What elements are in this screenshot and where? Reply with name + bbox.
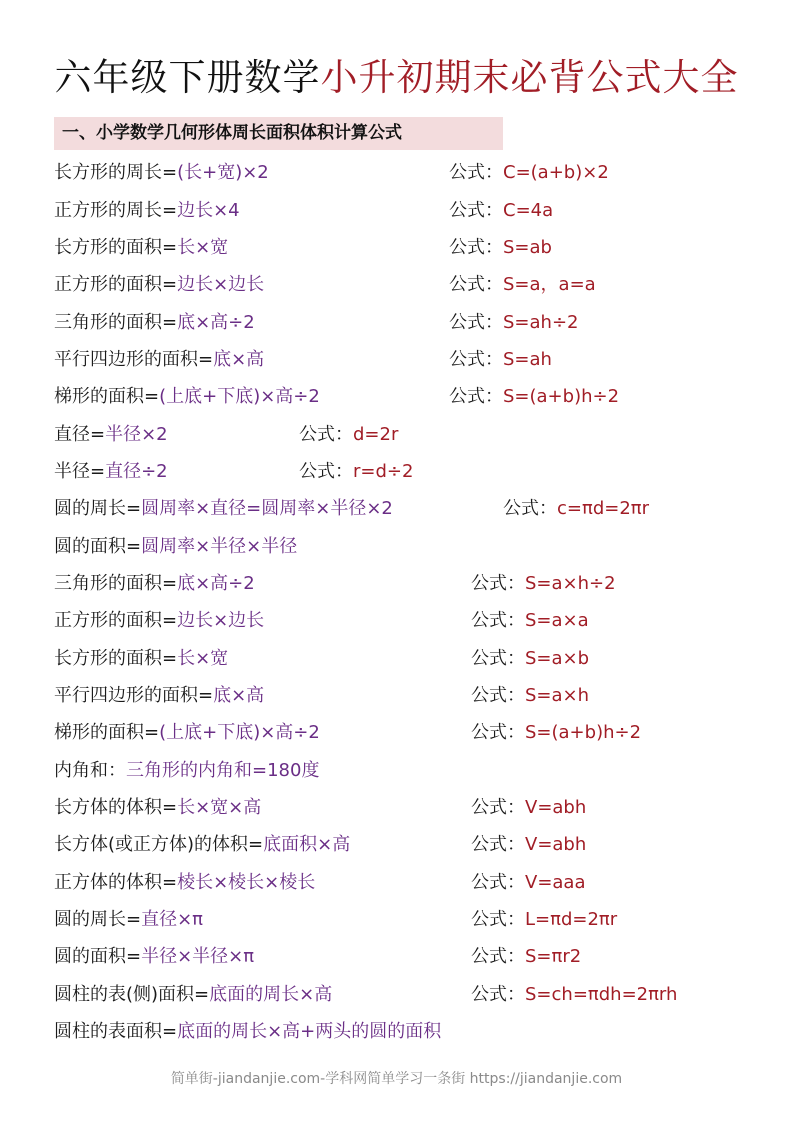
formula-value: S=ah (503, 349, 552, 370)
row-value: 半径×半径×π (141, 946, 255, 967)
formula-expression (471, 905, 617, 935)
row-value: 底面的周长×高 (209, 984, 333, 1005)
row-label: 圆的面积= (54, 946, 142, 967)
row-label: 三角形的面积= (54, 312, 178, 333)
formula-row (54, 494, 393, 524)
row-value: 长×宽 (177, 648, 229, 669)
formula-expression (299, 420, 398, 450)
row-label: 正方形的周长= (54, 200, 178, 221)
formula-prefix: 公式： (471, 872, 525, 893)
formula-value: S=a×h (525, 685, 590, 706)
row-label: 圆的面积= (54, 536, 142, 557)
formula-row (54, 756, 319, 786)
formula-prefix: 公式： (471, 797, 525, 818)
formula-expression (449, 270, 596, 300)
formula-row (54, 868, 315, 898)
formula-row (54, 905, 203, 935)
formula-value: S=ab (503, 237, 552, 258)
row-label: 长方形的面积= (54, 648, 178, 669)
title-part-red: 小升初期末必背公式大全 (320, 56, 739, 99)
row-label: 平行四边形的面积= (54, 685, 214, 706)
row-label: 三角形的面积= (54, 573, 178, 594)
row-label: 圆的周长= (54, 498, 142, 519)
row-value: 底×高÷2 (177, 312, 255, 333)
formula-value: S=a×b (525, 648, 590, 669)
formula-row (54, 420, 168, 450)
row-value: 直径÷2 (105, 461, 168, 482)
formula-row (54, 980, 332, 1010)
formula-row (54, 569, 255, 599)
row-value: 长×宽 (177, 237, 229, 258)
row-value: 边长×边长 (177, 610, 265, 631)
formula-value: S=ch=πdh=2πrh (525, 984, 678, 1005)
formula-expression (471, 868, 586, 898)
formula-expression (471, 793, 586, 823)
formula-value: S=(a+b)h÷2 (525, 722, 642, 743)
row-value: (长+宽)×2 (177, 162, 269, 183)
formula-expression (471, 980, 677, 1010)
row-value: 底面积×高 (263, 834, 351, 855)
row-label: 半径= (54, 461, 106, 482)
formula-row (54, 158, 269, 188)
formula-prefix: 公式： (299, 461, 353, 482)
formula-value: L=πd=2πr (525, 909, 618, 930)
row-label: 内角和： (54, 760, 126, 781)
formula-expression (449, 233, 552, 263)
formula-row (54, 196, 240, 226)
row-label: 长方体(或正方体)的体积= (54, 834, 264, 855)
formula-prefix: 公式： (471, 909, 525, 930)
row-value: (上底+下底)×高÷2 (159, 386, 320, 407)
footer-text: 简单街-jiandanjie.com-学科网简单学习一条街 https://jiandanjie.com (170, 1071, 623, 1087)
formula-expression (449, 196, 553, 226)
formula-prefix: 公式： (449, 162, 503, 183)
formula-prefix: 公式： (449, 312, 503, 333)
row-label: 梯形的面积= (54, 722, 160, 743)
row-label: 直径= (54, 424, 106, 445)
row-label: 长方形的面积= (54, 237, 178, 258)
section-heading: 一、小学数学几何形体周长面积体积计算公式 (62, 123, 402, 143)
row-label: 正方形的面积= (54, 610, 178, 631)
row-label: 圆柱的表(侧)面积= (54, 984, 210, 1005)
formula-value: C=(a+b)×2 (503, 162, 609, 183)
formula-row (54, 606, 264, 636)
formula-expression (471, 606, 589, 636)
row-value: (上底+下底)×高÷2 (159, 722, 320, 743)
row-value: 边长×4 (177, 200, 240, 221)
formula-prefix: 公式： (471, 722, 525, 743)
row-label: 长方形的周长= (54, 162, 178, 183)
formula-prefix: 公式： (503, 498, 557, 519)
title-part-black: 六年级下册数学 (54, 56, 321, 99)
page-title (0, 52, 793, 104)
row-label: 梯形的面积= (54, 386, 160, 407)
row-value: 底×高÷2 (177, 573, 255, 594)
formula-expression (449, 308, 578, 338)
formula-prefix: 公式： (471, 648, 525, 669)
formula-expression (449, 382, 619, 412)
formula-value: S=ah÷2 (503, 312, 579, 333)
formula-expression (503, 494, 649, 524)
row-label: 平行四边形的面积= (54, 349, 214, 370)
formula-value: C=4a (503, 200, 554, 221)
formula-row (54, 345, 264, 375)
formula-row (54, 644, 228, 674)
formula-prefix: 公式： (449, 237, 503, 258)
formula-expression (471, 569, 616, 599)
formula-row (54, 793, 261, 823)
formula-expression (471, 644, 589, 674)
formula-value: V=abh (525, 834, 587, 855)
formula-row (54, 532, 297, 562)
formula-value: S=πr2 (525, 946, 582, 967)
formula-expression (449, 345, 552, 375)
formula-expression (471, 681, 589, 711)
row-label: 正方形的面积= (54, 274, 178, 295)
row-value: 底×高 (213, 349, 265, 370)
row-value: 半径×2 (105, 424, 168, 445)
row-value: 边长×边长 (177, 274, 265, 295)
formula-value: c=πd=2πr (557, 498, 650, 519)
formula-row (54, 830, 350, 860)
formula-prefix: 公式： (471, 610, 525, 631)
row-label: 正方体的体积= (54, 872, 178, 893)
row-value: 长×宽×高 (177, 797, 262, 818)
formula-row (54, 382, 320, 412)
formula-row (54, 1017, 441, 1047)
row-value: 棱长×棱长×棱长 (177, 872, 316, 893)
formula-row (54, 681, 264, 711)
formula-prefix: 公式： (449, 386, 503, 407)
formula-value: V=abh (525, 797, 587, 818)
formula-row (54, 233, 228, 263)
formula-row (54, 942, 254, 972)
formula-row (54, 308, 255, 338)
formula-row (54, 270, 264, 300)
formula-prefix: 公式： (449, 200, 503, 221)
formula-value: r=d÷2 (353, 461, 414, 482)
formula-value: S=a×h÷2 (525, 573, 616, 594)
row-value: 直径×π (141, 909, 204, 930)
formula-value: S=(a+b)h÷2 (503, 386, 620, 407)
formula-prefix: 公式： (471, 834, 525, 855)
formula-prefix: 公式： (449, 349, 503, 370)
formula-prefix: 公式： (471, 573, 525, 594)
row-value: 圆周率×直径=圆周率×半径×2 (141, 498, 393, 519)
row-value: 三角形的内角和=180度 (126, 760, 320, 781)
formula-row (54, 457, 168, 487)
formula-expression (471, 942, 581, 972)
formula-prefix: 公式： (449, 274, 503, 295)
row-label: 圆的周长= (54, 909, 142, 930)
row-value: 圆周率×半径×半径 (141, 536, 298, 557)
formula-expression (471, 718, 641, 748)
formula-value: S=a×a (525, 610, 589, 631)
formula-prefix: 公式： (471, 984, 525, 1005)
row-label: 长方体的体积= (54, 797, 178, 818)
formula-value: d=2r (353, 424, 399, 445)
formula-expression (471, 830, 586, 860)
formula-prefix: 公式： (299, 424, 353, 445)
row-label: 圆柱的表面积= (54, 1021, 178, 1042)
formula-value: S=a，a=a (503, 274, 596, 295)
row-value: 底×高 (213, 685, 265, 706)
formula-value: V=aaa (525, 872, 586, 893)
formula-expression (449, 158, 609, 188)
formula-prefix: 公式： (471, 946, 525, 967)
formula-row (54, 718, 320, 748)
row-value: 底面的周长×高+两头的圆的面积 (177, 1021, 442, 1042)
formula-prefix: 公式： (471, 685, 525, 706)
formula-expression (299, 457, 413, 487)
